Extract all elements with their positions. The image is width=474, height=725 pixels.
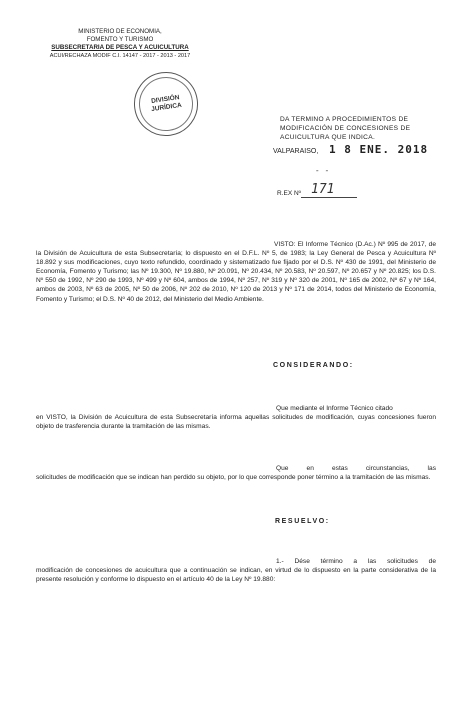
considerando-paragraph-1	[36, 404, 436, 431]
ministry-name: MINISTERIO DE ECONOMIA,	[78, 28, 162, 35]
stamp-line-2: JURÍDICA	[150, 101, 183, 114]
considerando-p1-rest: en VISTO, la División de Acuicultura de esta Subsecretaría informa aquellas solicitudes de modificación, cuyas concesiones fueron objeto de trasferencia durante la tramitación de las mismas.	[36, 414, 436, 431]
division-juridica-stamp	[130, 68, 202, 140]
resolution-number-block	[277, 182, 437, 202]
subject-line-1: DA TERMINO A PROCEDIMIENTOS DE	[280, 116, 409, 123]
date-block	[273, 138, 443, 158]
date-value-stamp: 1 8 ENE. 2018	[329, 143, 429, 156]
date-place: VALPARAISO,	[273, 148, 319, 155]
subject-line-2: MODIFICACIÓN DE CONCESIONES DE	[280, 125, 411, 132]
resuelvo-p1-first-line: 1.- Dése término a las solicitudes de	[276, 558, 436, 565]
resuelvo-p1-rest: modificación de concesiones de acuicultura que a continuación se indican, en virtud de lo dispuesto en la parte considerativa de la presente resolución y conforme lo dispuesto en el artículo 40 de la Ley Nº 19.880:	[36, 567, 436, 584]
ministry-name-2: FOMENTO Y TURISMO	[86, 36, 154, 43]
resolution-number-line	[301, 197, 357, 198]
resolution-prefix: R.EX Nº	[277, 190, 302, 197]
stamp-line-1: DIVISIÓN	[150, 94, 180, 105]
handwritten-mark: - -	[315, 166, 330, 175]
resolution-number: 171	[311, 182, 335, 197]
stamp-ring	[136, 74, 197, 135]
considerando-p2-rest: solicitudes de modificación que se indican han perdido su objeto, por lo que corresponde poner término a la tramitación de las mismas.	[36, 474, 431, 482]
considerando-title: CONSIDERANDO:	[273, 362, 354, 369]
resuelvo-paragraph-1	[36, 557, 436, 584]
considerando-p2-first-line: Que en estas circunstancias, las	[276, 465, 436, 472]
reference-code: ACUI/RECHAZA MODIF C.I. 14147 - 2017 - 2013 - 2017	[49, 53, 191, 59]
visto-paragraph: VISTO: El Informe Técnico (D.Ac.) Nº 995 de 2017, de la División de Acuicultura de esta Subsecretaría; lo dispuesto en el D.F.L. Nº 5, de 1983; la Ley General de Pesca y Acuicultura Nº 18.892 y sus modificaciones, cuyo texto refundido, coordinado y sistematizado fue fijado por el D.S. Nº 430 de 1991, del Ministerio de Economía, Fomento y Turismo; las Nº 19.300, Nº 19.880, Nº 20.091, Nº 20.434, Nº 20.583, Nº 20.597, Nº 20.657 y Nº 20.825; los D.S. Nº 550 de 1992, Nº 290 de 1993, Nº 499 y Nº 604, ambos de 1994, Nº 257, Nº 319 y Nº 320 de 2001, Nº 165 de 2002, Nº 67 y Nº 164, ambos de 2003, Nº 63 de 2005, Nº 50 de 2006, Nº 202 de 2010, Nº 120 de 2013 y Nº 171 de 2014, todos del Ministerio de Economía, Fomento y Turismo; el D.S. Nº 40 de 2012, del Ministerio del Medio Ambiente.	[36, 241, 436, 303]
letterhead	[40, 28, 200, 60]
subject-line-3: ACUICULTURA QUE INDICA.	[280, 134, 376, 141]
considerando-p1-first-line: Que mediante el Informe Técnico citado	[276, 405, 393, 412]
resuelvo-title: RESUELVO:	[275, 518, 330, 525]
considerando-paragraph-2	[36, 464, 436, 482]
undersecretariat-name: SUBSECRETARIA DE PESCA Y ACUICULTURA	[51, 44, 189, 51]
